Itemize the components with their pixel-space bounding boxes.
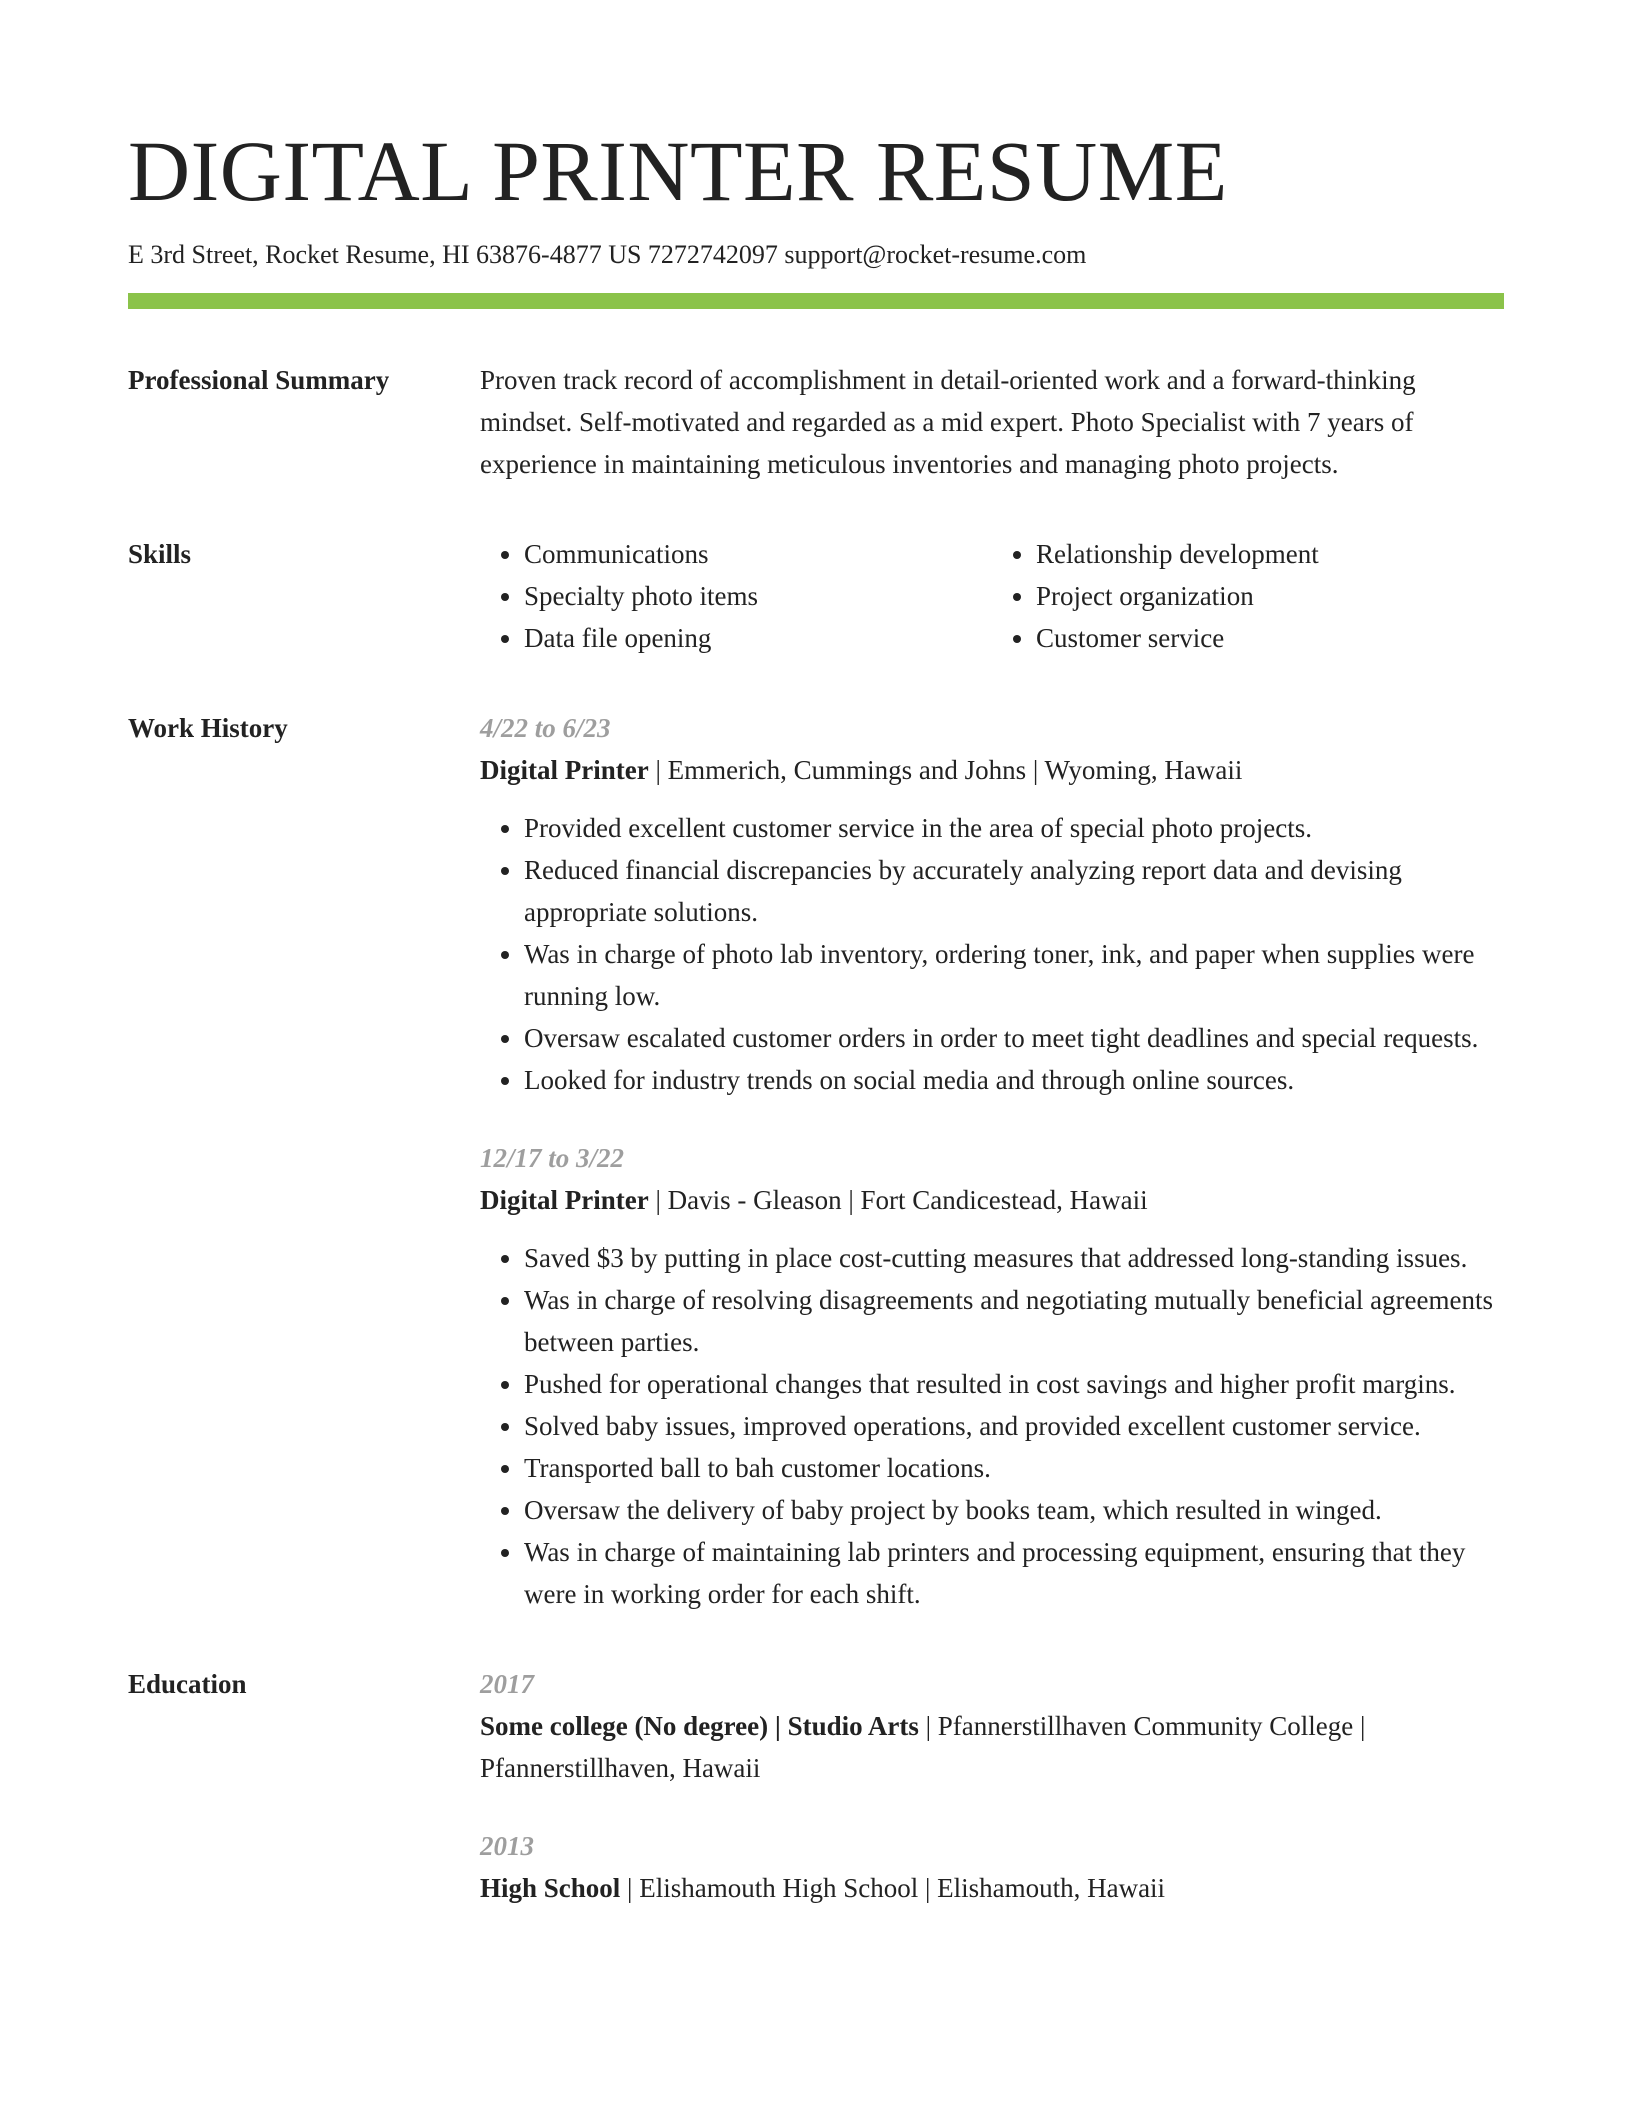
- education-school-details: | Pfannerstillhaven Community College | Pfannerstillhaven, Hawaii: [480, 1711, 1366, 1783]
- job-bullet: • Was in charge of maintaining lab printers and processing equipment, ensuring that they were in working order for each shift.: [524, 1531, 1504, 1615]
- job-bullet: • Transported ball to bah customer locations.: [524, 1447, 1504, 1489]
- education-body: [480, 1663, 1504, 1909]
- skill-item: • Relationship development: [1036, 533, 1504, 575]
- education-degree: Some college (No degree) | Studio Arts: [480, 1711, 919, 1741]
- education-year: 2013: [480, 1831, 534, 1861]
- job-bullet: • Provided excellent customer service in the area of special photo projects.: [524, 807, 1504, 849]
- work-history-section: [128, 707, 1504, 1615]
- job-bullet: • Pushed for operational changes that resulted in cost savings and higher profit margins.: [524, 1363, 1504, 1405]
- contact-line: E 3rd Street, Rocket Resume, HI 63876-4877 US 7272742097 support@rocket-resume.com: [128, 240, 1087, 269]
- resume-title: DIGITAL PRINTER RESUME: [128, 123, 1228, 219]
- job-bullet: • Was in charge of photo lab inventory, ordering toner, ink, and paper when supplies were running low.: [524, 933, 1504, 1017]
- job-entry: [480, 707, 1504, 1101]
- job-dates: 12/17 to 3/22: [480, 1143, 625, 1173]
- education-section: [128, 1663, 1504, 1909]
- job-bullet: • Saved $3 by putting in place cost-cutting measures that addressed long-standing issues.: [524, 1237, 1504, 1279]
- summary-body: [480, 359, 1504, 485]
- job-bullet: • Was in charge of resolving disagreements and negotiating mutually beneficial agreements between parties.: [524, 1279, 1504, 1363]
- job-employer-details: | Davis - Gleason | Fort Candicestead, Hawaii: [648, 1185, 1148, 1215]
- skills-grid: [480, 533, 1504, 659]
- education-school-details: | Elishamouth High School | Elishamouth, Hawaii: [620, 1873, 1166, 1903]
- job-bullet: • Oversaw escalated customer orders in order to meet tight deadlines and special requests.: [524, 1017, 1504, 1059]
- job-dates: 4/22 to 6/23: [480, 713, 611, 743]
- job-bullet: • Looked for industry trends on social media and through online sources.: [524, 1059, 1504, 1101]
- education-line: [480, 1867, 1504, 1909]
- education-label: Education: [128, 1669, 247, 1699]
- skill-item: • Data file opening: [524, 617, 992, 659]
- summary-label: Professional Summary: [128, 365, 390, 395]
- summary-section: [128, 359, 1504, 485]
- education-entry: [480, 1663, 1504, 1789]
- skills-label: Skills: [128, 539, 192, 569]
- job-employer-details: | Emmerich, Cummings and Johns | Wyoming, Hawaii: [648, 755, 1243, 785]
- work-history-body: [480, 707, 1504, 1615]
- job-bullet: • Reduced financial discrepancies by accurately analyzing report data and devising appropriate solutions.: [524, 849, 1504, 933]
- accent-divider: [128, 293, 1504, 309]
- skills-section: [128, 533, 1504, 659]
- work-history-label: Work History: [128, 713, 288, 743]
- job-bullet: • Solved baby issues, improved operations, and provided excellent customer service.: [524, 1405, 1504, 1447]
- job-bullets: [480, 1237, 1504, 1615]
- education-entry: [480, 1825, 1504, 1909]
- skill-item: • Communications: [524, 533, 992, 575]
- job-title: Digital Printer: [480, 755, 649, 785]
- job-bullets: [480, 807, 1504, 1101]
- education-line: [480, 1705, 1504, 1789]
- education-year: 2017: [480, 1669, 534, 1699]
- skills-body: [480, 533, 1504, 659]
- job-entry: [480, 1137, 1504, 1615]
- skill-item: • Customer service: [1036, 617, 1504, 659]
- skill-item: • Specialty photo items: [524, 575, 992, 617]
- job-bullet: • Oversaw the delivery of baby project by books team, which resulted in winged.: [524, 1489, 1504, 1531]
- education-degree: High School: [480, 1873, 621, 1903]
- job-role-line: [480, 1179, 1504, 1221]
- summary-text: Proven track record of accomplishment in detail-oriented work and a forward-thinking mindset. Self-motivated and regarded as a mid expert. Photo Specialist with 7 years of experience in maintaining meticulous inventories and managing photo projects.: [480, 365, 1416, 479]
- skill-item: • Project organization: [1036, 575, 1504, 617]
- job-title: Digital Printer: [480, 1185, 649, 1215]
- skills-column-left: [480, 533, 992, 659]
- job-role-line: [480, 749, 1504, 791]
- skills-column-right: [992, 533, 1504, 659]
